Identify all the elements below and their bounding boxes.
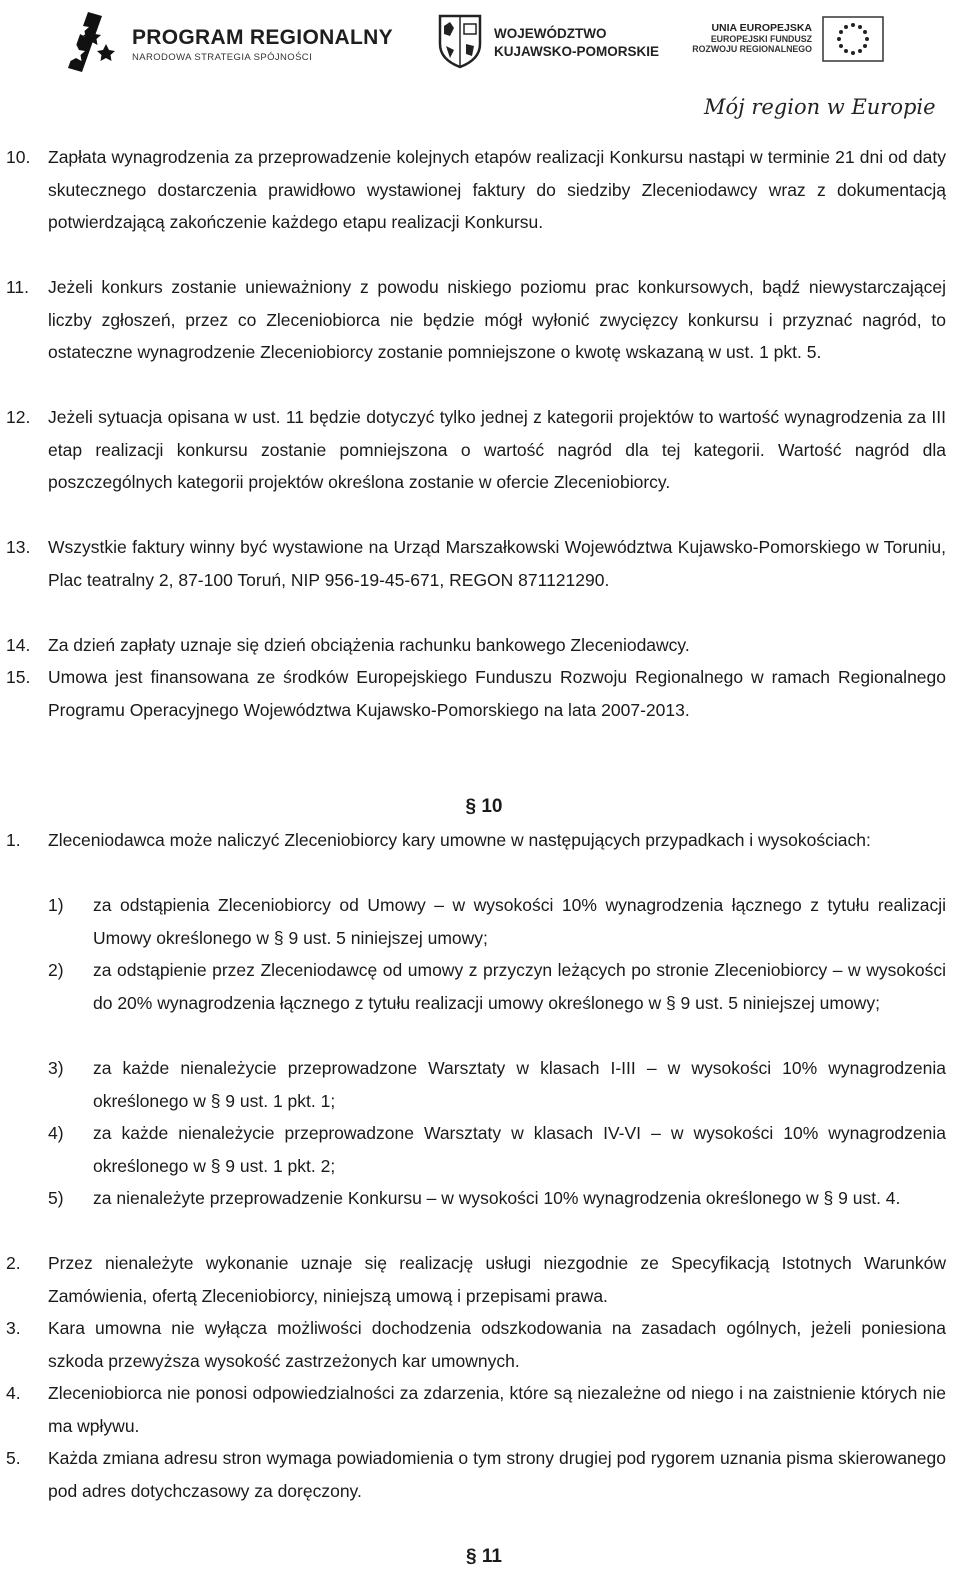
voivodeship-name-line2: KUJAWSKO-POMORSKIE xyxy=(494,44,660,59)
paragraph-s10-item-4: Zleceniobiorca nie ponosi odpowiedzialności za zdarzenia, które są niezależne od niego i na zaistnienie których nie ma wpływu. xyxy=(48,1383,946,1436)
subitem-number: 5) xyxy=(48,1188,64,1208)
svg-text:Mój region w Europie: Mój region w Europie xyxy=(704,95,936,119)
item-number: 13. xyxy=(6,537,31,557)
paragraph-item-12: Jeżeli sytuacja opisana w ust. 11 będzie dotyczyć tylko jednej z kategorii projektów to wartość wynagrodzenia za III etap realizacji konkursu zostanie pomniejszona o wartość nagród dla tej kategorii. Wartość nagród dla poszczególnych kategorii projektów określona zostanie w ofercie Zleceniobiorcy. xyxy=(48,407,946,492)
item-number: 15. xyxy=(6,667,31,687)
stars-emblem-icon xyxy=(62,6,124,76)
item-number: 2. xyxy=(6,1253,21,1273)
item-number: 12. xyxy=(6,407,31,427)
eu-fund-line1: EUROPEJSKI FUNDUSZ xyxy=(710,34,812,44)
item-number: 4. xyxy=(6,1383,21,1403)
subitem-number: 1) xyxy=(48,895,64,915)
item-number: 10. xyxy=(6,147,31,167)
program-regionalny-logo xyxy=(62,6,393,76)
subitem-3: za każde nienależycie przeprowadzone Warsztaty w klasach I-III – w wysokości 10% wynagrodzenia określonego w § 9 ust. 1 pkt. 1; xyxy=(93,1058,946,1111)
item-number: 5. xyxy=(6,1448,21,1468)
paragraph-s10-item-1: Zleceniodawca może naliczyć Zleceniobiorcy kary umowne w następujących przypadkach i wysokościach: xyxy=(48,830,871,850)
subitem-number: 2) xyxy=(48,960,64,980)
paragraph-item-14: Za dzień zapłaty uznaje się dzień obciążenia rachunku bankowego Zleceniodawcy. xyxy=(48,635,690,655)
eu-flag-icon xyxy=(822,16,884,62)
eu-title: UNIA EUROPEJSKA xyxy=(711,22,812,34)
item-number: 11. xyxy=(6,277,30,297)
item-number: 1. xyxy=(6,830,21,850)
program-subtitle: NARODOWA STRATEGIA SPÓJNOŚCI xyxy=(132,52,313,63)
eu-logo xyxy=(692,16,930,72)
subitem-4: za każde nienależycie przeprowadzone Warsztaty w klasach IV-VI – w wysokości 10% wynagrodzenia określonego w § 9 ust. 1 pkt. 2; xyxy=(93,1123,946,1176)
voivodeship-logo xyxy=(438,14,658,70)
subitem-5: za nienależyte przeprowadzenie Konkursu – w wysokości 10% wynagrodzenia określonego w § 9 ust. 4. xyxy=(93,1188,901,1208)
paragraph-s10-item-3: Kara umowna nie wyłącza możliwości dochodzenia odszkodowania na zasadach ogólnych, jeżeli poniesiona szkoda przewyższa wysokość zastrzeżonych kar umownych. xyxy=(48,1318,946,1371)
eu-text-block xyxy=(692,22,812,54)
item-number: 14. xyxy=(6,635,31,655)
section-heading-11: § 11 xyxy=(466,1546,502,1567)
item-number: 3. xyxy=(6,1318,21,1338)
eu-fund-line2: ROZWOJU REGIONALNEGO xyxy=(692,44,812,54)
slogan-signature xyxy=(700,84,936,136)
paragraph-item-15: Umowa jest finansowana ze środków Europejskiego Funduszu Rozwoju Regionalnego w ramach Regionalnego Programu Operacyjnego Województwa Kujawsko-Pomorskiego na lata 2007-2013. xyxy=(48,667,946,720)
paragraph-s10-item-2: Przez nienależyte wykonanie uznaje się realizację usługi niezgodnie ze Specyfikacją Istotnych Warunków Zamówienia, ofertą Zleceniobiorcy, niniejszą umową i przepisami prawa. xyxy=(48,1253,946,1306)
paragraph-item-10: Zapłata wynagrodzenia za przeprowadzenie kolejnych etapów realizacji Konkursu nastąpi w terminie 21 dni od daty skutecznego dostarczenia prawidłowo wystawionej faktury do siedziby Zleceniodawcy wraz z dokumentacją potwierdzającą zakończenie każdego etapu realizacji Konkursu. xyxy=(48,147,946,232)
voivodeship-name-line1: WOJEWÓDZTWO xyxy=(494,26,607,41)
subitem-2: za odstąpienie przez Zleceniodawcę od umowy z przyczyn leżących po stronie Zleceniobiorcy – w wysokości do 20% wynagrodzenia łącznego z tytułu realizacji umowy określonego w § 9 ust. 5 niniejszej umowy; xyxy=(93,960,946,1013)
section-heading-10: § 10 xyxy=(465,796,503,817)
page-header xyxy=(0,0,960,140)
program-title: PROGRAM REGIONALNY xyxy=(132,26,393,49)
paragraph-s10-item-5: Każda zmiana adresu stron wymaga powiadomienia o tym strony drugiej pod rygorem uznania pisma skierowanego pod adres dotychczasowy za doręczony. xyxy=(48,1448,946,1501)
subitem-number: 3) xyxy=(48,1058,64,1078)
paragraph-item-11: Jeżeli konkurs zostanie unieważniony z powodu niskiego poziomu prac konkursowych, bądź niewystarczającej liczby zgłoszeń, przez co Zleceniobiorca nie będzie mógł wyłonić zwycięzcy konkursu i przyznać nagród, to ostateczne wynagrodzenie Zleceniobiorcy zostanie pomniejszone o kwotę wskazaną w ust. 1 pkt. 5. xyxy=(48,277,946,362)
coat-of-arms-icon xyxy=(438,14,482,68)
subitem-1: za odstąpienia Zleceniobiorcy od Umowy – w wysokości 10% wynagrodzenia łącznego z tytułu realizacji Umowy określonego w § 9 ust. 5 niniejszej umowy; xyxy=(93,895,946,948)
subitem-number: 4) xyxy=(48,1123,64,1143)
paragraph-item-13: Wszystkie faktury winny być wystawione na Urząd Marszałkowski Województwa Kujawsko-Pomorskiego w Toruniu, Plac teatralny 2, 87-100 Toruń, NIP 956-19-45-671, REGON 871121290. xyxy=(48,537,946,590)
